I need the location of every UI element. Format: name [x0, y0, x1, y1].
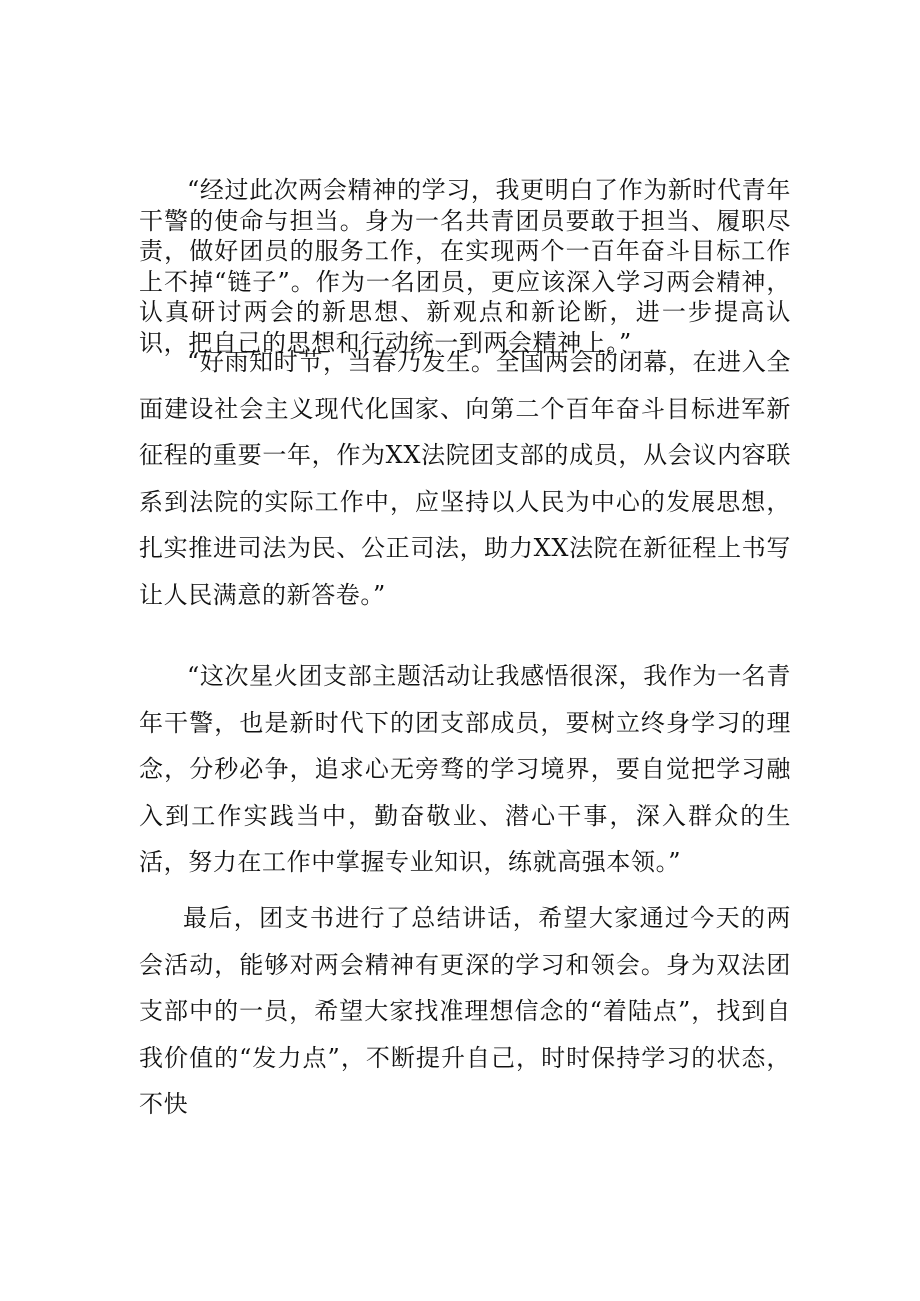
- summary-paragraph: 最后，团支书进行了总结讲话，希望大家通过今天的两会活动，能够对两会精神有更深的学习和领会。身为双法团支部中的一员，希望大家找准理想信念的“着陆点”，找到自我价值的“发力点”，不断提升自己，时时保持学习的状态，不快: [139, 904, 791, 1118]
- quote-paragraph-2: “好雨知时节，当春乃发生。全国两会的闭幕，在进入全面建设社会主义现代化国家、向第二个百年奋斗目标进军新征程的重要一年，作为XX法院团支部的成员，从会议内容联系到法院的实际工作中，应坚持以人民为中心的发展思想，扎实推进司法为民、公正司法，助力XX法院在新征程上书写让人民满意的新答卷。”: [139, 348, 791, 609]
- quote-paragraph-3: “这次星火团支部主题活动让我感悟很深，我作为一名青年干警，也是新时代下的团支部成员，要树立终身学习的理念，分秒必争，追求心无旁骛的学习境界，要自觉把学习融入到工作实践当中，勤奋敬业、潜心干事，深入群众的生活，努力在工作中掌握专业知识，练就高强本领。”: [139, 662, 791, 876]
- quote-paragraph-1: “经过此次两会精神的学习，我更明白了作为新时代青年干警的使命与担当。身为一名共青团员要敢于担当、履职尽责，做好团员的服务工作，在实现两个一百年奋斗目标工作上不掉“链子”。作为一名团员，更应该深入学习两会精神，认真研讨两会的新思想、新观点和新论断，进一步提高认识，把自己的思想和行动统一到两会精神上。”: [139, 176, 791, 357]
